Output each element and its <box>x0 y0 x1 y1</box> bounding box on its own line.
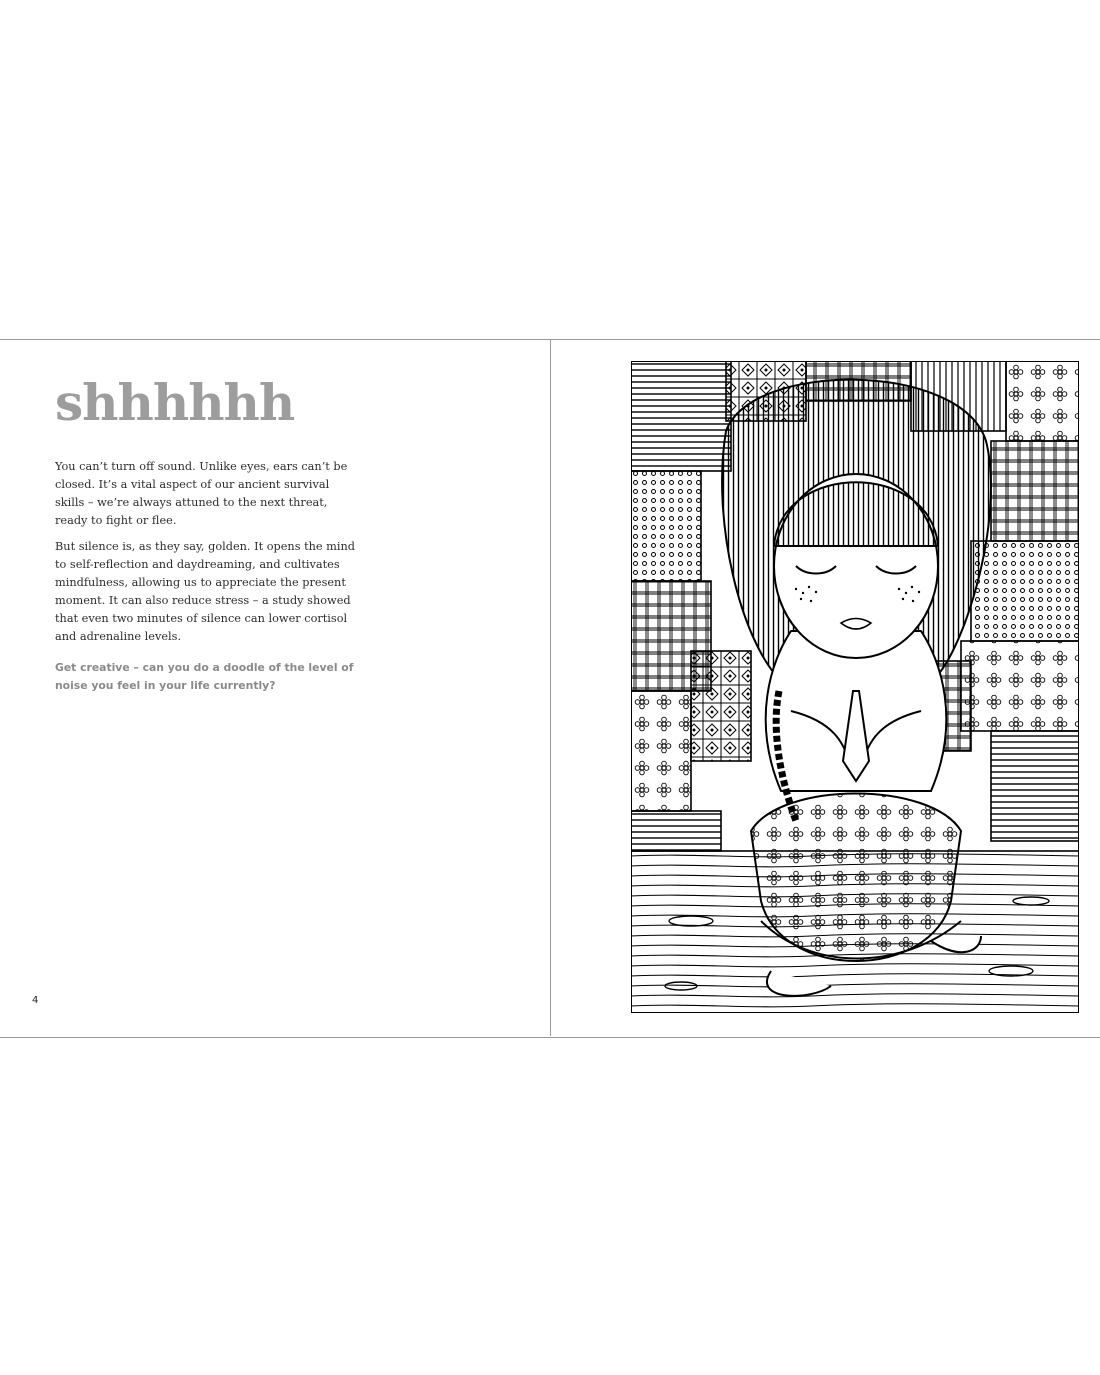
page-gutter <box>550 339 551 1036</box>
page-number: 4 <box>32 995 39 1006</box>
paragraph: You can’t turn off sound. Unlike eyes, ears can’t be closed. It’s a vital aspect of our ancient survival skills – we’re always attuned to the next threat, ready to fight or flee. <box>55 460 348 527</box>
paragraph: But silence is, as they say, golden. It opens the mind to self-reflection and daydreaming, and cultivates mindfulness, allowing us to appreciate the present moment. It can also reduce stress – a study showed that even two minutes of silence can lower cortisol and adrenaline levels. <box>55 540 356 643</box>
left-page <box>0 340 550 1035</box>
activity-prompt: Get creative – can you do a doodle of the level of noise you feel in your life currently? <box>55 661 354 692</box>
girl-meditating-illustration <box>631 361 1079 1013</box>
coloring-illustration <box>631 361 1079 1013</box>
page-title: shhhhhh <box>55 373 295 432</box>
body-text <box>55 458 360 654</box>
